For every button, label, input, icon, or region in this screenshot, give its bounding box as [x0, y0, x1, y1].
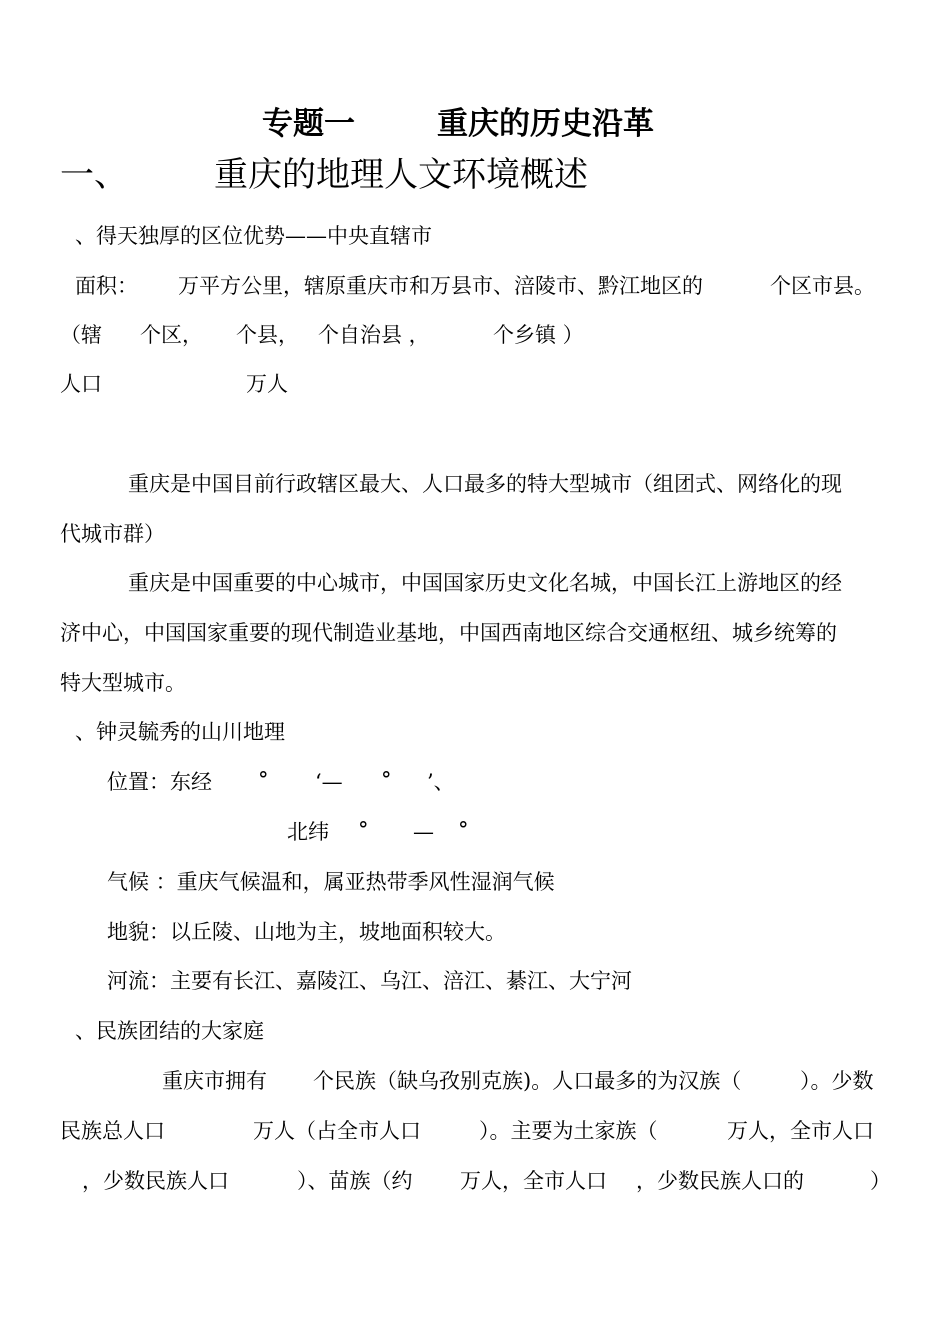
admin-districts: 个区， [140, 323, 203, 347]
degree-3: ° [358, 818, 369, 842]
ethnic-line3-b: ）、苗族（约 [297, 1169, 413, 1193]
landform-line: 地貌：以丘陵、山地为主，坡地面积较大。 [107, 920, 506, 944]
ethnic-line3-c: 万人，全市人口 [460, 1169, 607, 1193]
climate-line: 气候 ：重庆气候温和，属亚热带季风性湿润气候 [107, 870, 555, 894]
para2-line3: 特大型城市。 [60, 671, 186, 695]
minute-range-1: ‘— [315, 770, 343, 794]
admin-counties: 个县， [236, 323, 299, 347]
degree-1: ° [258, 768, 269, 792]
para2-line2: 济中心，中国国家重要的现代制造业基地，中国西南地区综合交通枢纽、城乡统筹的 [60, 621, 837, 645]
degree-4: ° [458, 818, 469, 842]
admin-autonomous: 个自治县 ， [318, 323, 430, 347]
title-part1: 专题一 [262, 106, 355, 142]
section3-heading: 、民族团结的大家庭 [75, 1019, 264, 1043]
latitude-dash: — [413, 820, 434, 844]
area-mid: 万平方公里，辖原重庆市和万县市、涪陵市、黔江地区的 [178, 274, 703, 298]
ethnic-line3-e: ） [870, 1169, 891, 1193]
population-label: 人口 [60, 372, 102, 396]
ethnic-line3-a: ，少数民族人口 [82, 1169, 229, 1193]
title-part2: 重庆的历史沿革 [437, 106, 654, 142]
ethnic-line2-b: 万人（占全市人口 [253, 1119, 421, 1143]
rivers-line: 河流：主要有长江、嘉陵江、乌江、涪江、綦江、大宁河 [107, 969, 632, 993]
para1-line1: 重庆是中国目前行政辖区最大、人口最多的特大型城市（组团式、网络化的现 [128, 472, 842, 496]
heading1-number: 一、 [60, 155, 128, 195]
population-unit: 万人 [246, 372, 288, 396]
ethnic-line1-a: 重庆市拥有 [162, 1069, 267, 1093]
area-label: 面积： [75, 274, 138, 298]
heading1-text: 重庆的地理人文环境概述 [214, 155, 588, 195]
degree-2: ° [381, 768, 392, 792]
ethnic-line2-a: 民族总人口 [60, 1119, 165, 1143]
para2-line1: 重庆是中国重要的中心城市，中国国家历史文化名城，中国长江上游地区的经 [128, 571, 842, 595]
position-label: 位置：东经 [107, 770, 212, 794]
ethnic-line1-c: ）。少数 [800, 1069, 874, 1093]
ethnic-line2-d: 万人，全市人口 [727, 1119, 874, 1143]
ethnic-line3-d: ，少数民族人口的 [636, 1169, 804, 1193]
latitude-label: 北纬 [287, 820, 329, 844]
para1-line2: 代城市群） [60, 522, 165, 546]
ethnic-line1-b: 个民族（缺乌孜别克族)。人口最多的为汉族（ [313, 1069, 742, 1093]
ethnic-line2-c: ）。主要为土家族（ [479, 1119, 658, 1143]
admin-paren-open: （辖 [60, 323, 102, 347]
section2-heading: 、钟灵毓秀的山川地理 [75, 720, 285, 744]
section1-heading: 、得天独厚的区位优势——中央直辖市 [75, 224, 432, 248]
admin-townships: 个乡镇 ） [493, 323, 584, 347]
minute-2: ’、 [427, 770, 455, 794]
area-end: 个区市县。 [770, 274, 875, 298]
